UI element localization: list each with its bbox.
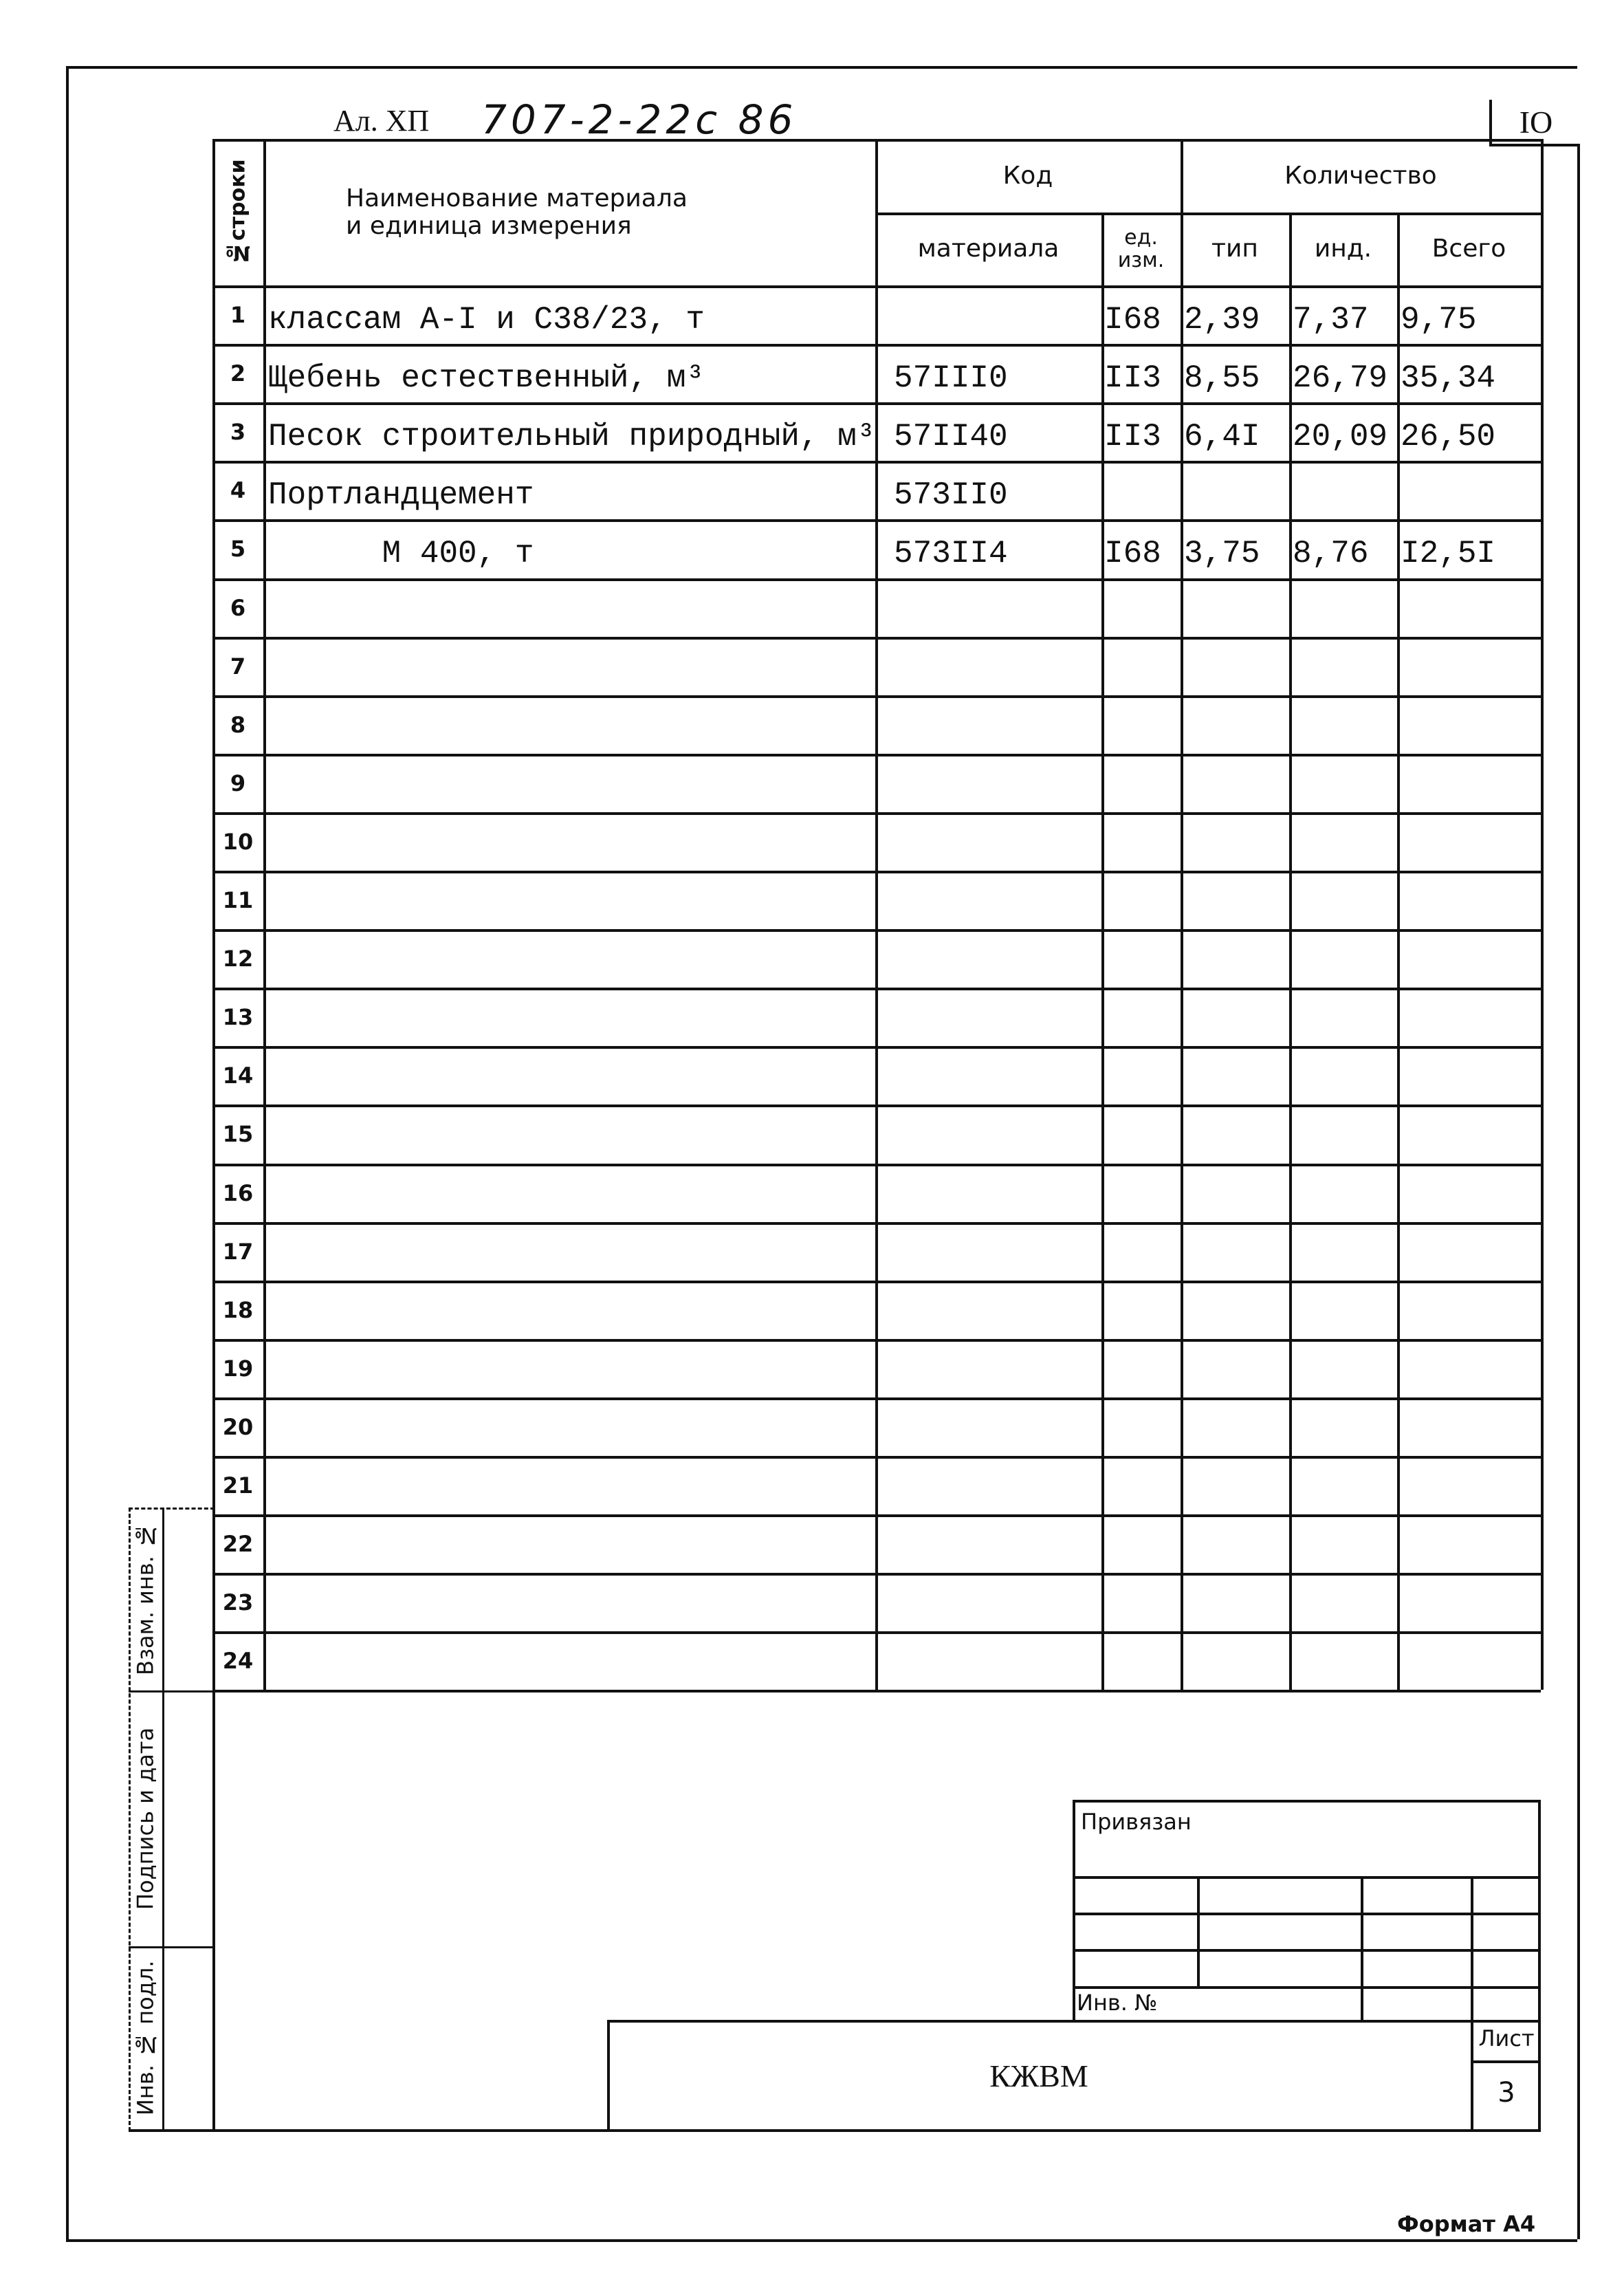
row-ind: 20,09 — [1293, 419, 1388, 455]
row-name: Щебень естественный, м³ — [268, 360, 705, 396]
row-number: 22 — [222, 1531, 254, 1557]
table-col-line — [1397, 213, 1400, 1690]
binding-col-3 — [1471, 1876, 1473, 2020]
row-name: М 400, т — [268, 536, 534, 572]
table-row-line — [212, 1456, 1541, 1459]
row-total: I2,5I — [1401, 536, 1496, 572]
row-number: 15 — [222, 1121, 254, 1147]
frame-top — [66, 66, 1577, 69]
row-type: 3,75 — [1184, 536, 1260, 572]
row-name: Песок строительный природный, м³ — [268, 419, 876, 455]
project-code: 707-2-22с 86 — [481, 96, 798, 143]
table-row-line — [212, 1164, 1541, 1166]
binding-col-2 — [1361, 1876, 1363, 2020]
row-number: 6 — [230, 595, 246, 621]
col-header-total: Всего — [1431, 235, 1506, 263]
row-ind: 8,76 — [1293, 536, 1369, 572]
col-header-quantity: Количество — [1284, 161, 1437, 190]
row-type: 6,4I — [1184, 419, 1260, 455]
row-number: 1 — [230, 302, 246, 328]
sheet-label: Лист — [1478, 2025, 1535, 2051]
col-header-code: Код — [1002, 161, 1053, 190]
row-total: 9,75 — [1401, 302, 1477, 338]
row-number: 11 — [222, 887, 254, 913]
table-row-line — [212, 1690, 1541, 1692]
table-row-line — [212, 754, 1541, 756]
format-label: Формат А4 — [1397, 2211, 1536, 2237]
row-number: 12 — [222, 946, 254, 972]
sheet-number: 3 — [1497, 2077, 1515, 2109]
row-number: 19 — [222, 1356, 254, 1382]
side-stamp-divider — [162, 1507, 164, 2129]
row-number: 16 — [222, 1180, 254, 1206]
row-number: 13 — [222, 1004, 254, 1030]
row-number: 7 — [230, 653, 246, 679]
row-number: 17 — [222, 1239, 254, 1265]
table-row-line — [212, 1631, 1541, 1634]
album-label: Ал. XП — [333, 104, 430, 138]
table-row-line — [212, 637, 1541, 640]
row-number: 24 — [222, 1648, 254, 1674]
row-name: Портландцемент — [268, 477, 534, 513]
row-code: 573II4 — [894, 536, 1008, 572]
row-number: 5 — [230, 536, 246, 562]
bound-label: Привязан — [1081, 1809, 1192, 1835]
designation: КЖВМ — [989, 2058, 1088, 2093]
side-signature-date: Подпись и дата — [132, 1727, 159, 1910]
binding-col-1 — [1197, 1876, 1200, 1986]
table-row-line — [212, 1281, 1541, 1283]
table-col-line — [1289, 213, 1292, 1690]
row-number: 20 — [222, 1414, 254, 1440]
table-row-line — [212, 1397, 1541, 1400]
row-code: 57III0 — [894, 360, 1008, 396]
row-number: 8 — [230, 712, 246, 738]
row-ind: 7,37 — [1293, 302, 1369, 338]
row-number: 21 — [222, 1472, 254, 1499]
row-number: 23 — [222, 1589, 254, 1615]
row-unit: II3 — [1104, 360, 1161, 396]
col-header-type: тип — [1211, 235, 1258, 263]
table-row-line — [212, 1222, 1541, 1225]
row-unit: I68 — [1104, 536, 1161, 572]
table-row-line — [212, 1339, 1541, 1342]
row-type: 2,39 — [1184, 302, 1260, 338]
row-code: 573II0 — [894, 477, 1008, 513]
row-number: 3 — [230, 419, 246, 445]
row-number: 2 — [230, 360, 246, 387]
side-inv-original: Инв. № подл. — [132, 1960, 159, 2115]
table-row-line — [212, 695, 1541, 698]
col-header-unit: ед. изм. — [1117, 226, 1165, 272]
table-row-line — [212, 929, 1541, 932]
sheet-split — [1471, 2060, 1541, 2063]
row-type: 8,55 — [1184, 360, 1260, 396]
table-row-line — [212, 988, 1541, 990]
row-unit: II3 — [1104, 419, 1161, 455]
table-row-line — [212, 1573, 1541, 1576]
table-row-line — [212, 1514, 1541, 1517]
frame-right — [1577, 144, 1580, 2239]
col-header-name: Наименование материала и единица измерения — [346, 184, 688, 240]
row-number: 4 — [230, 477, 246, 503]
page-number: IO — [1489, 100, 1580, 146]
row-code: 57II40 — [894, 419, 1008, 455]
col-header-row-number: №строки — [226, 159, 250, 265]
row-name: классам А-I и С38/23, т — [268, 302, 705, 338]
inv-no-label: Инв. № — [1077, 1990, 1158, 2016]
row-number: 10 — [222, 829, 254, 855]
row-total: 35,34 — [1401, 360, 1496, 396]
col-header-material: материала — [917, 235, 1060, 263]
table-row-line — [212, 1104, 1541, 1107]
frame-bottom — [66, 2239, 1577, 2242]
row-number: 14 — [222, 1063, 254, 1089]
row-number: 18 — [222, 1297, 254, 1323]
table-row-line — [212, 812, 1541, 815]
col-header-ind: инд. — [1314, 235, 1372, 263]
table-row-line — [212, 871, 1541, 873]
row-ind: 26,79 — [1293, 360, 1388, 396]
table-row-line — [212, 578, 1541, 581]
row-number: 9 — [230, 770, 246, 796]
row-unit: I68 — [1104, 302, 1161, 338]
table-col-line — [1541, 139, 1544, 1690]
table-row-line — [212, 1046, 1541, 1049]
frame-left — [66, 66, 69, 2239]
side-replaced-inv: Взам. инв. № — [132, 1523, 159, 1675]
row-total: 26,50 — [1401, 419, 1496, 455]
